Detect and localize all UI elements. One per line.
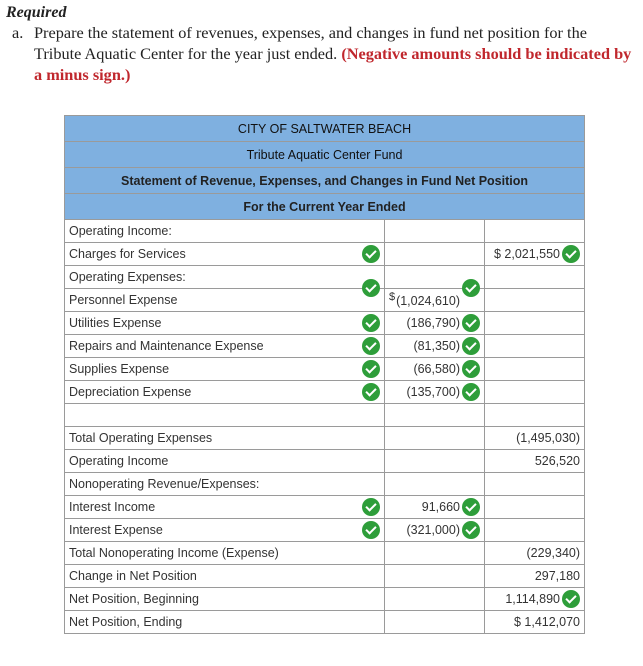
- row-label: Interest Income: [69, 500, 156, 514]
- amount-cell[interactable]: [385, 473, 485, 496]
- amount-cell[interactable]: [385, 588, 485, 611]
- row-label[interactable]: Total Operating Expenses: [65, 427, 385, 450]
- amount-cell[interactable]: [385, 611, 485, 634]
- row-label: Charges for Services: [69, 247, 186, 261]
- total-value[interactable]: 526,520: [485, 450, 585, 473]
- question-text: [12, 22, 636, 85]
- table-row: [65, 266, 585, 289]
- amount-cell[interactable]: [385, 542, 485, 565]
- table-row: [65, 519, 585, 542]
- checkmark-circle-icon: [362, 360, 380, 378]
- table-row: [65, 450, 585, 473]
- total-cell[interactable]: [485, 312, 585, 335]
- checkmark-circle-icon: [462, 498, 480, 516]
- total-value[interactable]: (229,340): [485, 542, 585, 565]
- checkmark-circle-icon: [462, 279, 480, 297]
- row-label: Utilities Expense: [69, 316, 162, 330]
- checkmark-circle-icon: [462, 360, 480, 378]
- total-value[interactable]: (1,495,030): [485, 427, 585, 450]
- amount-value: (81,350): [413, 339, 460, 353]
- row-label[interactable]: [65, 404, 385, 427]
- entity-title: CITY OF SALTWATER BEACH: [65, 116, 585, 142]
- financial-statement-table: [64, 115, 585, 634]
- required-heading: Required: [6, 4, 67, 21]
- row-label[interactable]: Operating Expenses:: [65, 266, 385, 289]
- amount-cell[interactable]: [385, 450, 485, 473]
- checkmark-circle-icon: [562, 245, 580, 263]
- total-value: 1,114,890: [505, 592, 561, 606]
- checkmark-circle-icon: [362, 314, 380, 332]
- checkmark-circle-icon: [362, 521, 380, 539]
- checkmark-circle-icon: [362, 279, 380, 297]
- checkmark-circle-icon: [462, 383, 480, 401]
- row-label[interactable]: Operating Income: [65, 450, 385, 473]
- table-row: [65, 312, 585, 335]
- amount-value: (186,790): [406, 316, 460, 330]
- dollar-sign: $: [389, 291, 396, 303]
- amount-cell[interactable]: [385, 404, 485, 427]
- amount-cell[interactable]: [385, 565, 485, 588]
- row-label[interactable]: Total Nonoperating Income (Expense): [65, 542, 385, 565]
- row-label[interactable]: Change in Net Position: [65, 565, 385, 588]
- statement-title: Statement of Revenue, Expenses, and Changes in Fund Net Position: [65, 168, 585, 194]
- checkmark-circle-icon: [362, 245, 380, 263]
- total-cell[interactable]: [485, 519, 585, 542]
- row-label: Repairs and Maintenance Expense: [69, 339, 264, 353]
- table-row: [65, 496, 585, 519]
- table-row: [65, 565, 585, 588]
- total-value: $ 2,021,550: [493, 247, 561, 261]
- total-cell[interactable]: [485, 220, 585, 243]
- total-cell[interactable]: [485, 473, 585, 496]
- checkmark-circle-icon: [362, 383, 380, 401]
- checkmark-circle-icon: [462, 521, 480, 539]
- amount-cell[interactable]: [385, 243, 485, 266]
- row-label: Depreciation Expense: [69, 385, 192, 399]
- table-row: [65, 358, 585, 381]
- table-row: [65, 381, 585, 404]
- checkmark-circle-icon: [362, 498, 380, 516]
- amount-value: (66,580): [413, 362, 460, 376]
- amount-value: (1,024,610): [396, 294, 460, 308]
- total-cell[interactable]: [485, 404, 585, 427]
- total-value[interactable]: $ 1,412,070: [485, 611, 585, 634]
- row-label[interactable]: Net Position, Ending: [65, 611, 385, 634]
- checkmark-circle-icon: [562, 590, 580, 608]
- row-label: Personnel Expense: [69, 293, 178, 307]
- fund-title: Tribute Aquatic Center Fund: [65, 142, 585, 168]
- amount-value: 91,660: [421, 500, 460, 514]
- total-cell[interactable]: [485, 289, 585, 312]
- total-cell[interactable]: [485, 381, 585, 404]
- row-label[interactable]: Nonoperating Revenue/Expenses:: [65, 473, 385, 496]
- table-row: [65, 220, 585, 243]
- table-row: [65, 473, 585, 496]
- amount-cell[interactable]: [385, 220, 485, 243]
- period-title: For the Current Year Ended: [65, 194, 585, 220]
- negative-note: (Negative amounts should be indicated by a minus sign.): [34, 44, 632, 84]
- total-cell[interactable]: [485, 335, 585, 358]
- checkmark-circle-icon: [362, 337, 380, 355]
- total-value[interactable]: 297,180: [485, 565, 585, 588]
- row-label[interactable]: Operating Income:: [65, 220, 385, 243]
- amount-cell[interactable]: [385, 427, 485, 450]
- total-cell[interactable]: [485, 496, 585, 519]
- question-block: [6, 4, 636, 85]
- table-row: [65, 404, 585, 427]
- table-row: [65, 289, 585, 312]
- checkmark-circle-icon: [462, 337, 480, 355]
- question-body: Prepare the statement of revenues, expenses, and changes in fund net position for the Tribute Aquatic Center for the year just ended.: [34, 23, 587, 63]
- part-label: a.: [12, 23, 24, 42]
- amount-value: (321,000): [406, 523, 460, 537]
- table-row: [65, 611, 585, 634]
- total-cell[interactable]: [485, 266, 585, 289]
- total-cell[interactable]: [485, 358, 585, 381]
- row-label[interactable]: Net Position, Beginning: [65, 588, 385, 611]
- checkmark-circle-icon: [462, 314, 480, 332]
- table-row: [65, 335, 585, 358]
- table-row: [65, 542, 585, 565]
- table-row: [65, 588, 585, 611]
- amount-value: (135,700): [406, 385, 460, 399]
- row-label: Supplies Expense: [69, 362, 170, 376]
- table-row: [65, 243, 585, 266]
- table-row: [65, 427, 585, 450]
- row-label: Interest Expense: [69, 523, 163, 537]
